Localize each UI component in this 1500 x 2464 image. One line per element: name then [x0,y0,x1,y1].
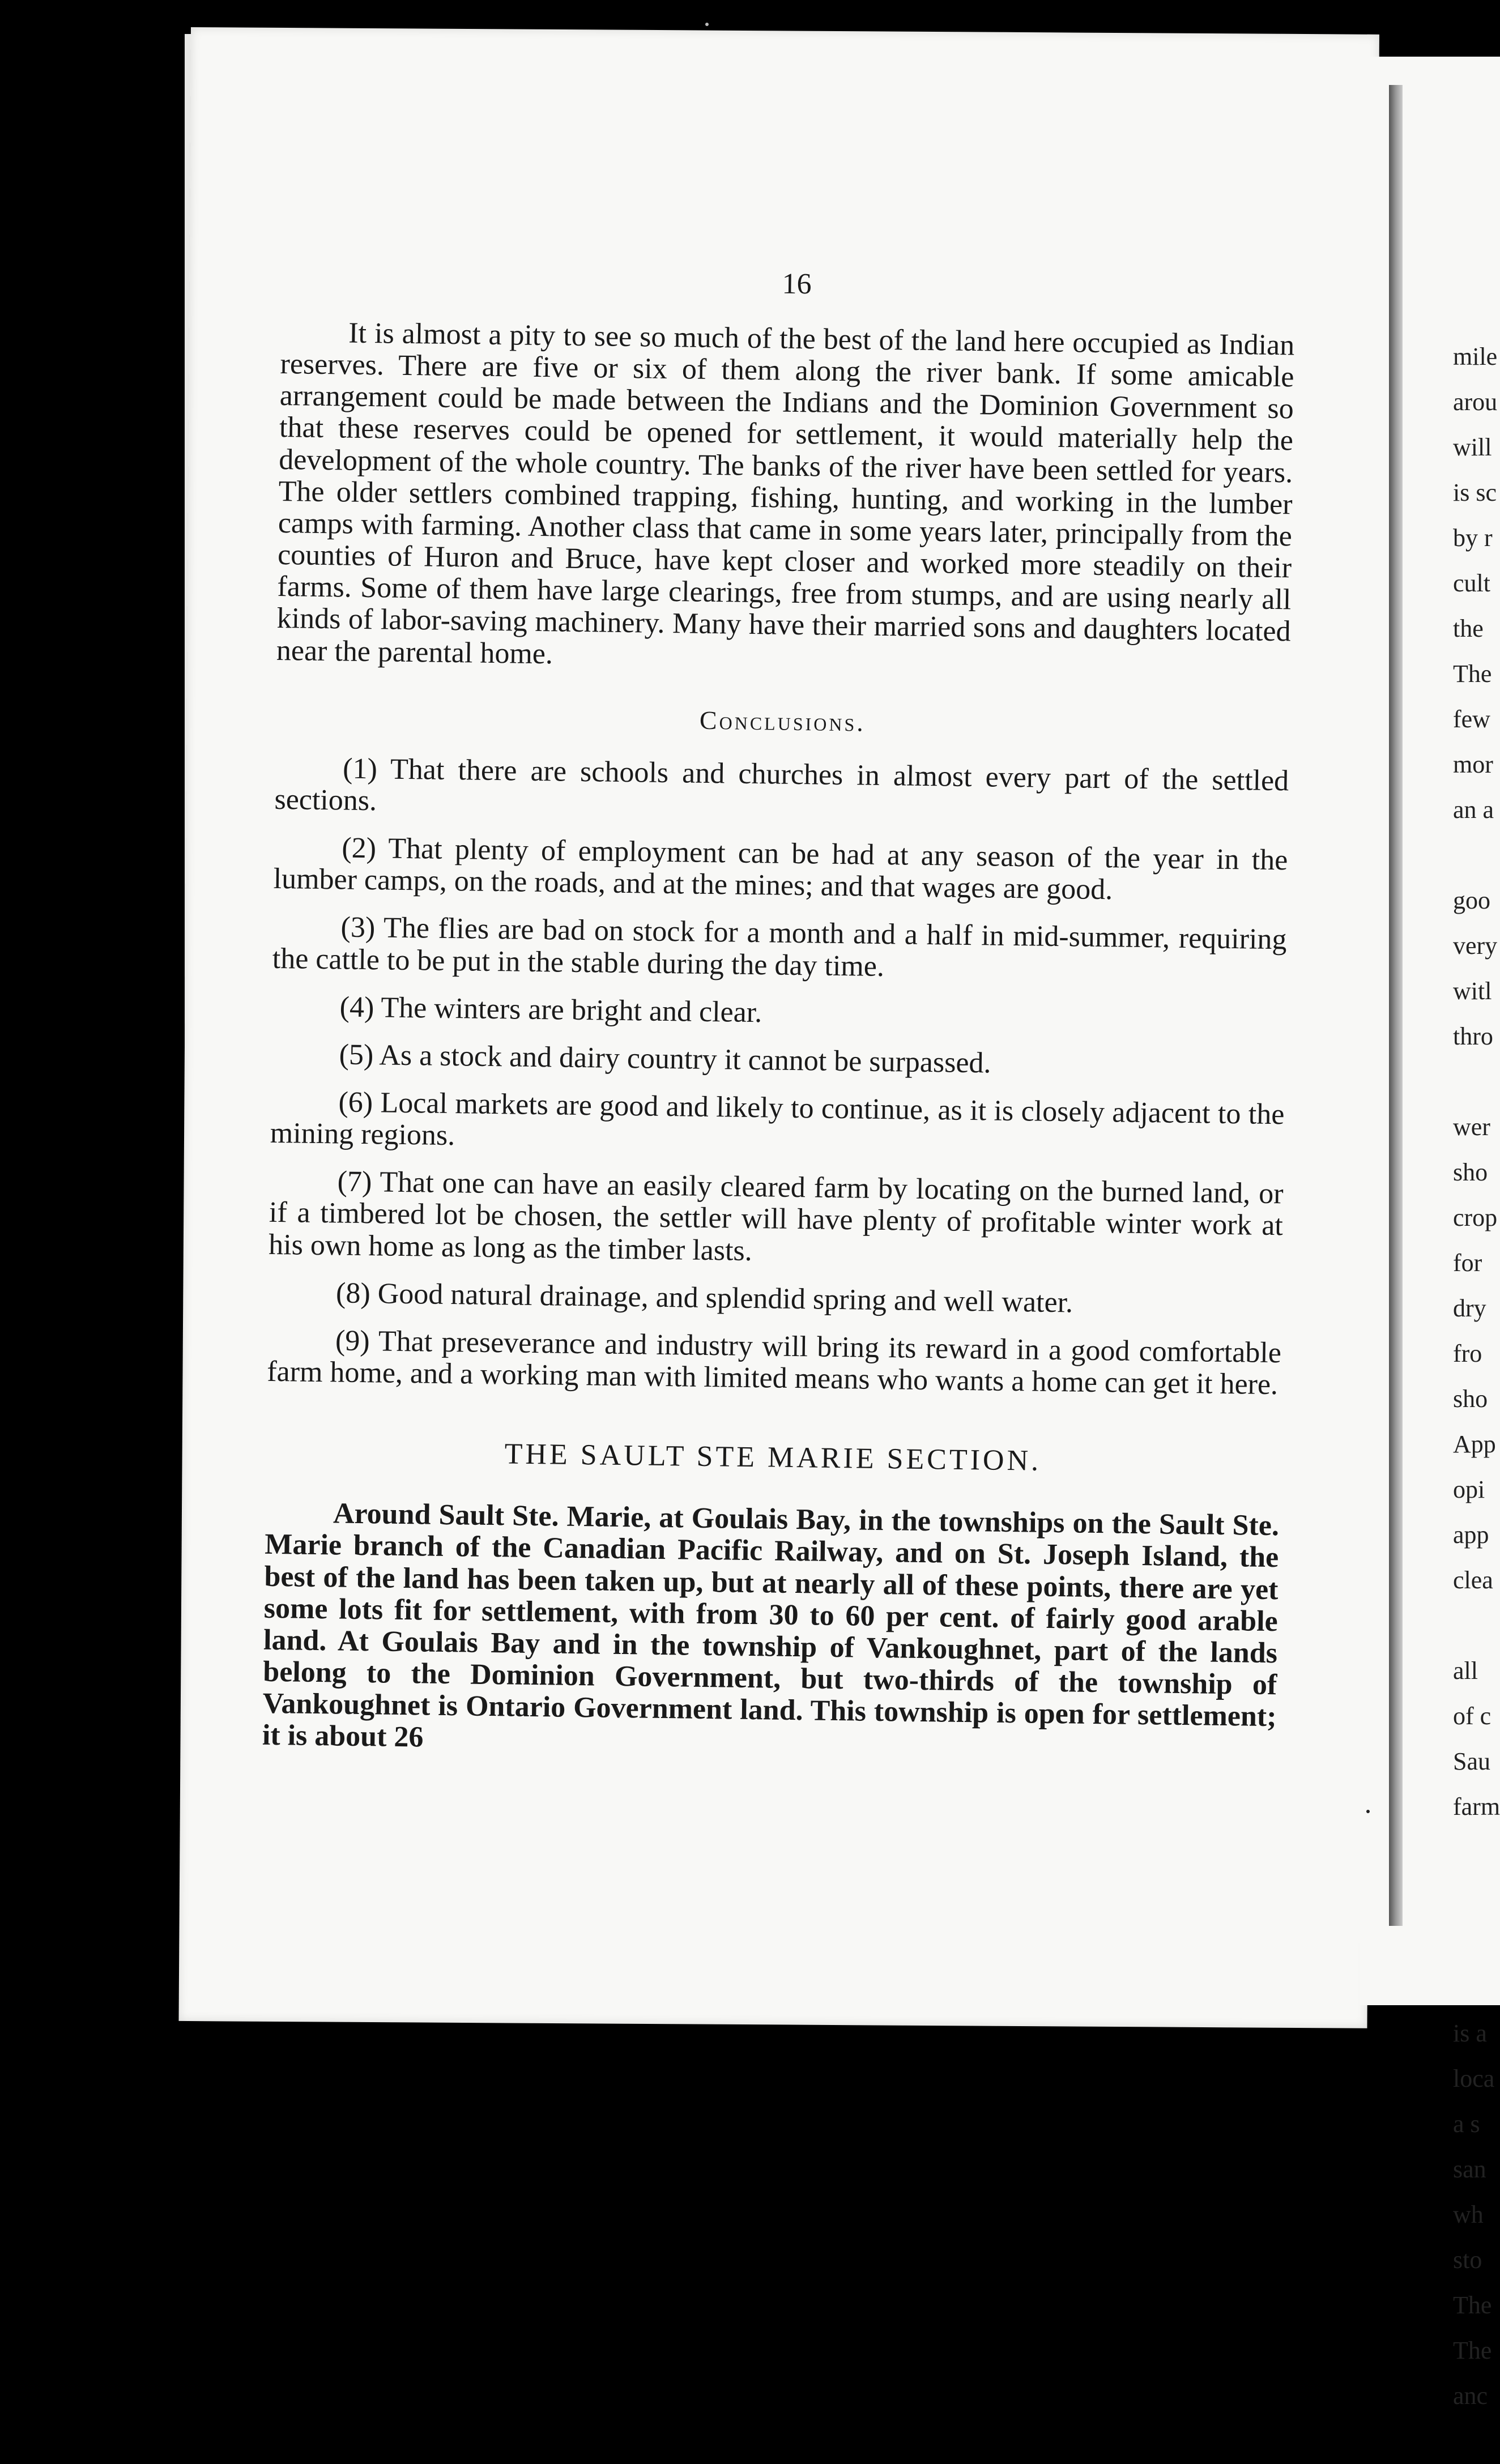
right-line: wer [1453,1113,1490,1141]
book-gutter [1389,85,1403,1926]
right-line: app [1453,1521,1489,1549]
right-line: crop [1453,1204,1498,1231]
right-line [1453,1059,1500,1105]
conclusion-item: (9) That preseverance and industry will bring its reward in a good comfortable farm home, and a working man with limited means who wants a home can get it here. [266,1324,1282,1401]
right-line: a s [1453,2110,1480,2138]
conclusion-item: (1) That there are schools and churches in almost every part of the settled sections. [274,752,1289,817]
right-line: farm [1453,1793,1500,1821]
right-line: all [1453,1657,1478,1685]
right-line [1453,833,1500,878]
right-line: for [1453,1249,1482,1277]
right-line: mile [1453,343,1498,370]
right-line: The [1453,660,1492,688]
right-line: is sc [1453,479,1497,506]
right-line: few [1453,705,1490,733]
right-line: san [1453,2155,1486,2183]
right-line: opi [1453,1476,1485,1503]
right-line [1453,1920,1500,1966]
right-line: arou [1453,388,1498,416]
right-line: the [1453,615,1484,642]
right-line: will [1453,433,1492,461]
right-line: loca [1453,2065,1495,2092]
right-line: sho [1453,1158,1488,1186]
right-line: thro [1453,1022,1493,1050]
right-line [1453,2419,1500,2464]
right-line: sho [1453,1385,1488,1413]
conclusion-item: (8) Good natural drainage, and splendid spring and well water. [335,1277,1073,1319]
right-line: of c [1453,1702,1492,1730]
right-line: is a [1453,2019,1487,2047]
conclusion-item: (5) As a stock and dairy country it cannot be surpassed. [339,1038,991,1080]
scan-speck [705,23,709,26]
right-line [1453,1830,1500,1875]
right-line: very [1453,932,1498,960]
page-number: 16 [782,267,812,301]
right-line: wh [1453,2201,1484,2228]
right-line: mor [1453,751,1493,778]
left-page-content [262,261,1296,1765]
right-line: witl [1453,977,1492,1005]
right-line [1453,1966,1500,2011]
right-line: Sau [1453,1747,1490,1775]
section-title: THE SAULT STE MARIE SECTION. [504,1438,1042,1477]
right-line: goo [1453,886,1490,914]
right-line: anc [1453,2382,1488,2410]
right-line: The [1453,2291,1492,2319]
right-line: sto [1453,2246,1482,2274]
right-line: by r [1453,524,1493,552]
right-line: The [1453,2337,1492,2364]
right-line [1453,1875,1500,1920]
intro-paragraph: It is almost a pity to see so much of the best of the land here occupied as Indian reserves. There are five or six of them along the river bank. If some amicable arrangement could be made between the Indians and the Dominion Government so that these reserves could be opened for settlement, it would materially help the development of the whole country. The banks of the river have been settled for years. The older settlers combined trapping, fishing, hunting, and working in the lumber camps with farming. Another class that came in some years later, principally from the counties of Huron and Bruce, have kept closer and worked more steadily on their farms. Some of them have large clearings, free from stumps, and are using nearly all kinds of labor-saving machinery. Many have their married sons and daughters located near the parental home. [276,317,1295,670]
right-line: an a [1453,796,1494,824]
right-line: App [1453,1430,1496,1458]
right-page-text [1453,334,1500,2464]
conclusions-heading: Conclusions. [699,705,866,737]
conclusion-item: (4) The winters are bright and clear. [339,991,762,1029]
conclusion-item: (7) That one can have an easily cleared farm by locating on the burned land, or if a timbered lot be chosen, the settler will have plenty of profitable winter work at his own home as long as the timber lasts. [268,1165,1284,1267]
right-line [1453,1603,1500,1648]
section-paragraph: Around Sault Ste. Marie, at Goulais Bay, in the townships on the Sault Ste. Marie branch of the Canadian Pacific Railway, and on St. Joseph Island, the best of the land has been taken up, but at nearly all of these points, there are yet some lots fit for settlement, with from 30 to 60 per cent. of fairly good arable land. At Goulais Bay and in the township of Vankoughnet, part of the lands belong to the Dominion Government, but two-thirds of the township of Vankoughnet is Ontario Government land. This township is open for settlement; it is about 26 [262,1497,1280,1754]
scan-speck [1366,1810,1370,1813]
right-line: cult [1453,569,1490,597]
conclusion-item: (2) That plenty of employment can be had at any season of the year in the lumber camps, on the roads, and at the mines; and that wages are good. [273,832,1288,906]
conclusion-item: (6) Local markets are good and likely to continue, as it is closely adjacent to the mining regions. [270,1086,1285,1152]
right-line: clea [1453,1566,1493,1594]
right-line: fro [1453,1340,1482,1367]
conclusion-item: (3) The flies are bad on stock for a month and a half in mid-summer, requiring the cattle to be put in the stable during the day time. [272,911,1287,983]
right-line: dry [1453,1294,1486,1322]
